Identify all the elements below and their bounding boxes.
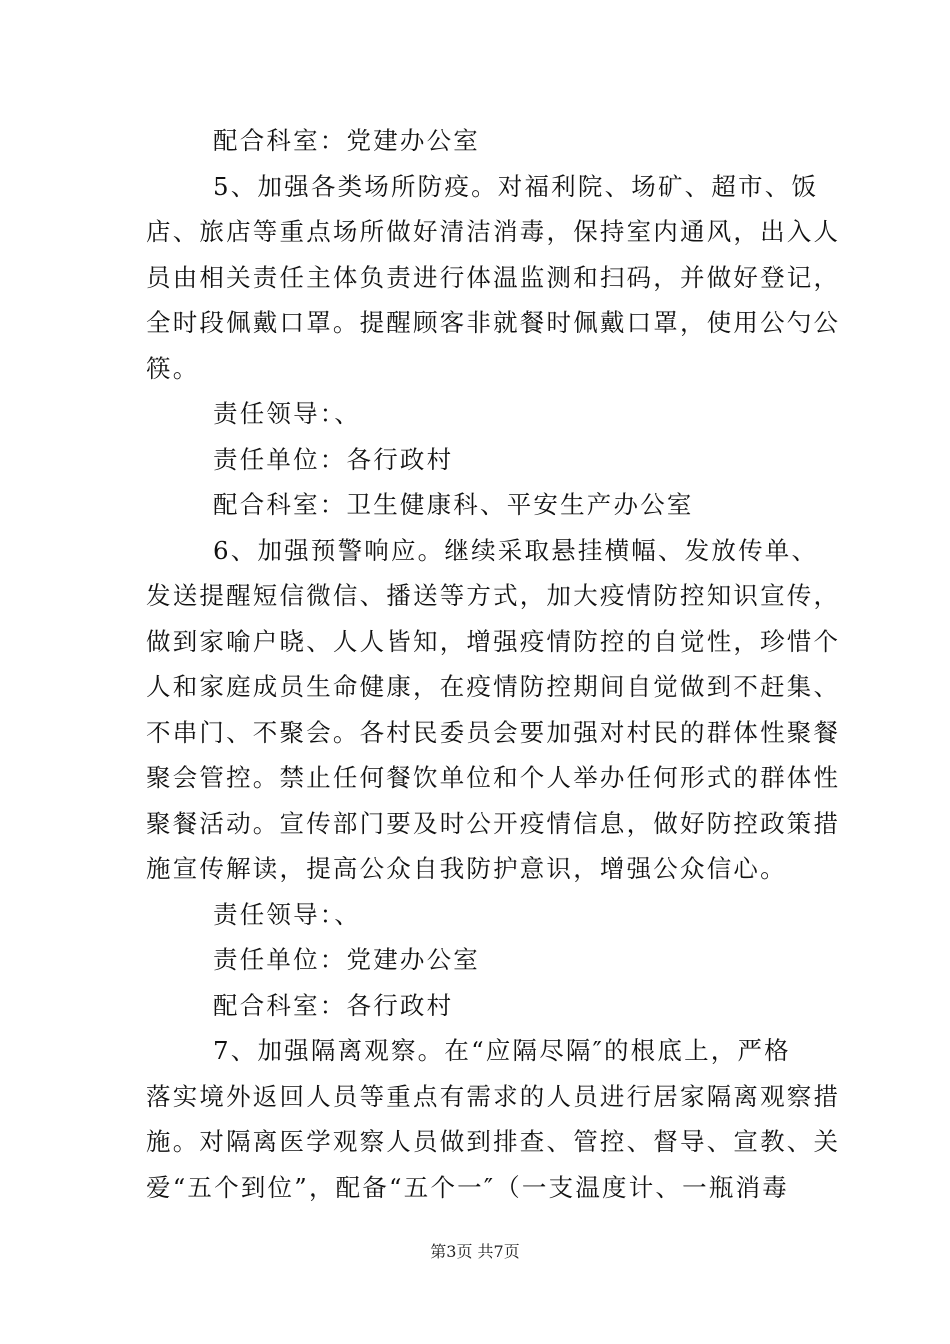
text-line: 配合科室：各行政村 xyxy=(213,990,454,1020)
text-line: 不串门、不聚会。各村民委员会要加强对村民的群体性聚餐 xyxy=(146,717,841,747)
text-line: 施宣传解读，提高公众自我防护意识，增强公众信心。 xyxy=(146,854,787,883)
text-line: 6、加强预警响应。继续采取悬挂横幅、发放传单、 xyxy=(213,535,819,565)
text-line: 施。对隔离医学观察人员做到排查、管控、督导、宣教、关 xyxy=(146,1127,841,1156)
text-line: 筷。 xyxy=(146,353,200,383)
text-line: 责任单位：党建办公室 xyxy=(213,945,480,974)
text-line: 爱“五个到位”，配备“五个一″（一支温度计、一瓶消毒 xyxy=(146,1172,789,1202)
text-line: 7、加强隔离观察。在“应隔尽隔″的根底上，严格 xyxy=(213,1036,791,1065)
page-number: 第3页 共7页 xyxy=(430,1242,520,1261)
text-line: 责任单位：各行政村 xyxy=(213,444,454,474)
text-line: 配合科室：卫生健康科、平安生产办公室 xyxy=(213,490,694,519)
text-line: 聚餐活动。宣传部门要及时公开疫情信息，做好防控政策措 xyxy=(146,808,841,838)
text-line: 责任领导：、 xyxy=(213,899,361,929)
text-line: 做到家喻户晓、人人皆知，增强疫情防控的自觉性，珍惜个 xyxy=(146,626,841,656)
text-line: 店、旅店等重点场所做好清洁消毒，保持室内通风，出入人 xyxy=(146,217,841,246)
text-line: 人和家庭成员生命健康，在疫情防控期间自觉做到不赶集、 xyxy=(146,672,841,701)
text-line: 落实境外返回人员等重点有需求的人员进行居家隔离观察措 xyxy=(146,1081,841,1111)
text-line: 全时段佩戴口罩。提醒顾客非就餐时佩戴口罩，使用公勺公 xyxy=(146,308,841,337)
text-line: 责任领导：、 xyxy=(213,399,361,428)
text-line: 发送提醒短信微信、播送等方式，加大疫情防控知识宣传， xyxy=(146,581,841,610)
document-body xyxy=(146,118,841,1210)
text-line: 员由相关责任主体负责进行体温监测和扫码，并做好登记， xyxy=(146,262,841,292)
text-line: 聚会管控。禁止任何餐饮单位和个人举办任何形式的群体性 xyxy=(146,763,841,792)
text-line: 配合科室：党建办公室 xyxy=(213,126,480,155)
text-line: 5、加强各类场所防疫。对福利院、场矿、超市、饭 xyxy=(213,171,819,201)
